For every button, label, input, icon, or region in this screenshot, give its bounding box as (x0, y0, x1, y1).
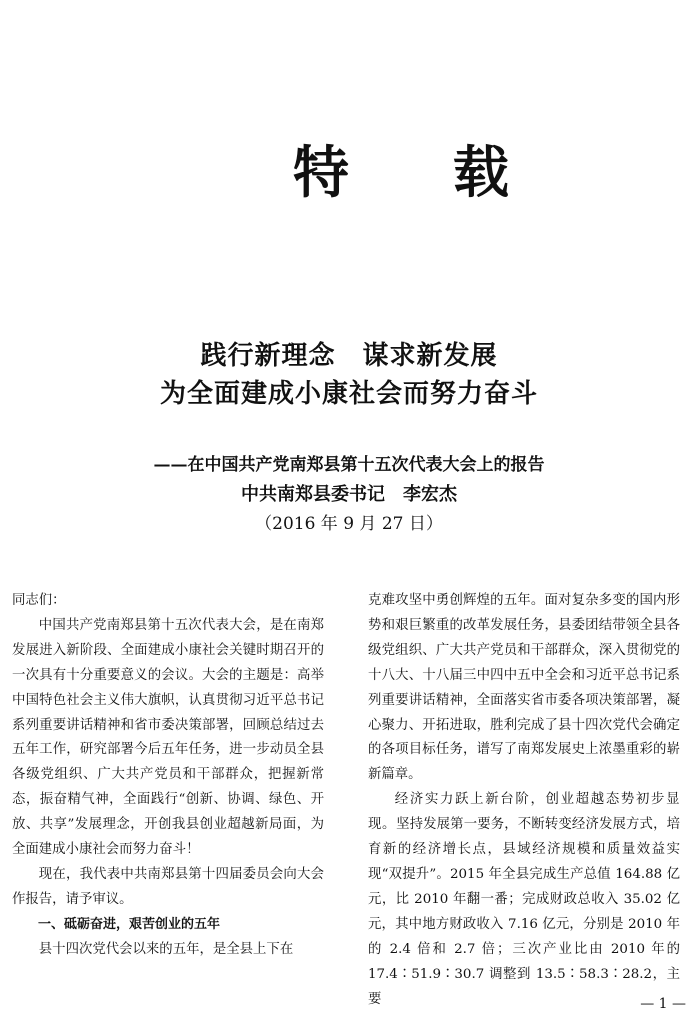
main-title-line-1: 践行新理念 谋求新发展 (200, 341, 498, 371)
salutation: 同志们： (12, 593, 66, 608)
body-paragraph: 中国共产党南郑县第十五次代表大会，是在南郑发展进入新阶段、全面建成小康社会关键时期召开的一次具有十分重要意义的会议。大会的主题是：高举中国特色社会主义伟大旗帜，认真贯彻习近平总书记系列重要讲话精神和省市委决策部署，回顾总结过去五年工作，研究部署今后五年任务，进一步动员全县各级党组织、广大共产党员和干部群众，把握新常态，振奋精气神，全面践行“创新、协调、绿色、开放、共享”发展理念，开创我县创业超越新局面，为全面建成小康社会而努力奋斗！ (12, 617, 324, 858)
paragraph-lead-phrase: 经济实力跃上新台阶，创业超越态势初步显现。 (368, 792, 680, 833)
main-title-line-2: 为全面建成小康社会而努力奋斗 (159, 379, 538, 409)
body-paragraph: 现在，我代表中共南郑县第十四届委员会向大会作报告，请予审议。 (12, 866, 324, 907)
special-feature-label: 特载 (293, 141, 613, 206)
body-paragraph: 克难攻坚中勇创辉煌的五年。面对复杂多变的国内形势和艰巨繁重的改革发展任务，县委团结带领全县各级党组织、广大共产党员和干部群众，深入贯彻党的十八大、十八届三中四中五中全会和习近平总书记系列重要讲话精神，全面落实省市委各项决策部署，凝心聚力、开拓进取，胜利完成了县十四次党代会确定的各项目标任务，谱写了南郑发展史上浓墨重彩的崭新篇章。 (368, 593, 680, 783)
page-number: — 1 — (640, 996, 686, 1012)
left-column (12, 589, 324, 963)
body-paragraph-with-lead (368, 788, 680, 1012)
paragraph-text: 坚持发展第一要务，不断转变经济发展方式，培育新的经济增长点，县域经济规模和质量效益实现“双提升”。2015 年全县完成生产总值 164.88 亿元，比 2010 年翻一番；完成财政总收入 35.02 亿元，其中地方财政收入 7.16 亿元，分别是 2010 年的 2.4 倍和 2.7 倍；三次产业比由 2010 年的 17.4∶51.9∶30.7 调整到 13.5∶58.3∶28.2，主要 (368, 817, 681, 1007)
report-subtitle: ——在中国共产党南郑县第十五次代表大会上的报告 (153, 455, 545, 475)
section-heading: 一、砥砺奋进，艰苦创业的五年 (38, 916, 221, 932)
body-paragraph: 县十四次党代会以来的五年，是全县上下在 (38, 941, 294, 957)
report-date: （2016 年 9 月 27 日） (255, 514, 443, 534)
author-line: 中共南郑县委书记 李宏杰 (241, 484, 457, 505)
right-column (368, 589, 680, 1012)
